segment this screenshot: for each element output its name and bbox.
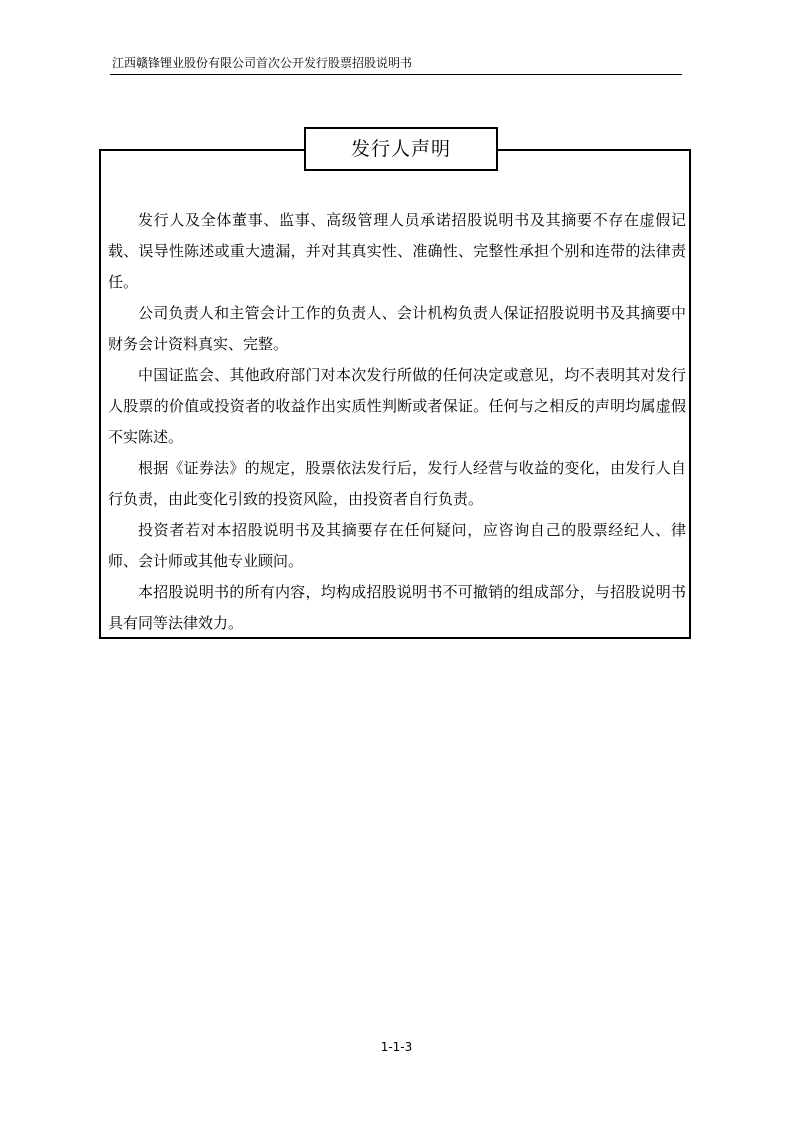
- paragraph-csrc-disclaimer: 中国证监会、其他政府部门对本次发行所做的任何决定或意见，均不表明其对发行人股票的价值或投资者的收益作出实质性判断或者保证。任何与之相反的声明均属虚假不实陈述。: [108, 366, 686, 446]
- statement-title: 发行人声明: [304, 127, 498, 171]
- paragraph-financial-guarantee: 公司负责人和主管会计工作的负责人、会计机构负责人保证招股说明书及其摘要中财务会计资料真实、完整。: [108, 304, 686, 353]
- page-number: 1-1-3: [380, 1040, 413, 1054]
- paragraph-securities-law: 根据《证券法》的规定，股票依法发行后，发行人经营与收益的变化，由发行人自行负责，由此变化引致的投资风险，由投资者自行负责。: [108, 459, 686, 508]
- paragraph-legal-effect: 本招股说明书的所有内容，均构成招股说明书不可撤销的组成部分，与招股说明书具有同等法律效力。: [108, 583, 686, 632]
- statement-content: [108, 205, 686, 639]
- paragraph-responsibility: 发行人及全体董事、监事、高级管理人员承诺招股说明书及其摘要不存在虚假记载、误导性陈述或重大遗漏，并对其真实性、准确性、完整性承担个别和连带的法律责任。: [108, 211, 686, 291]
- header-text: 江西赣锋锂业股份有限公司首次公开发行股票招股说明书: [112, 56, 413, 70]
- page-header: [110, 52, 682, 75]
- paragraph-investor-advice: 投资者若对本招股说明书及其摘要存在任何疑问，应咨询自己的股票经纪人、律师、会计师或其他专业顾问。: [108, 521, 686, 570]
